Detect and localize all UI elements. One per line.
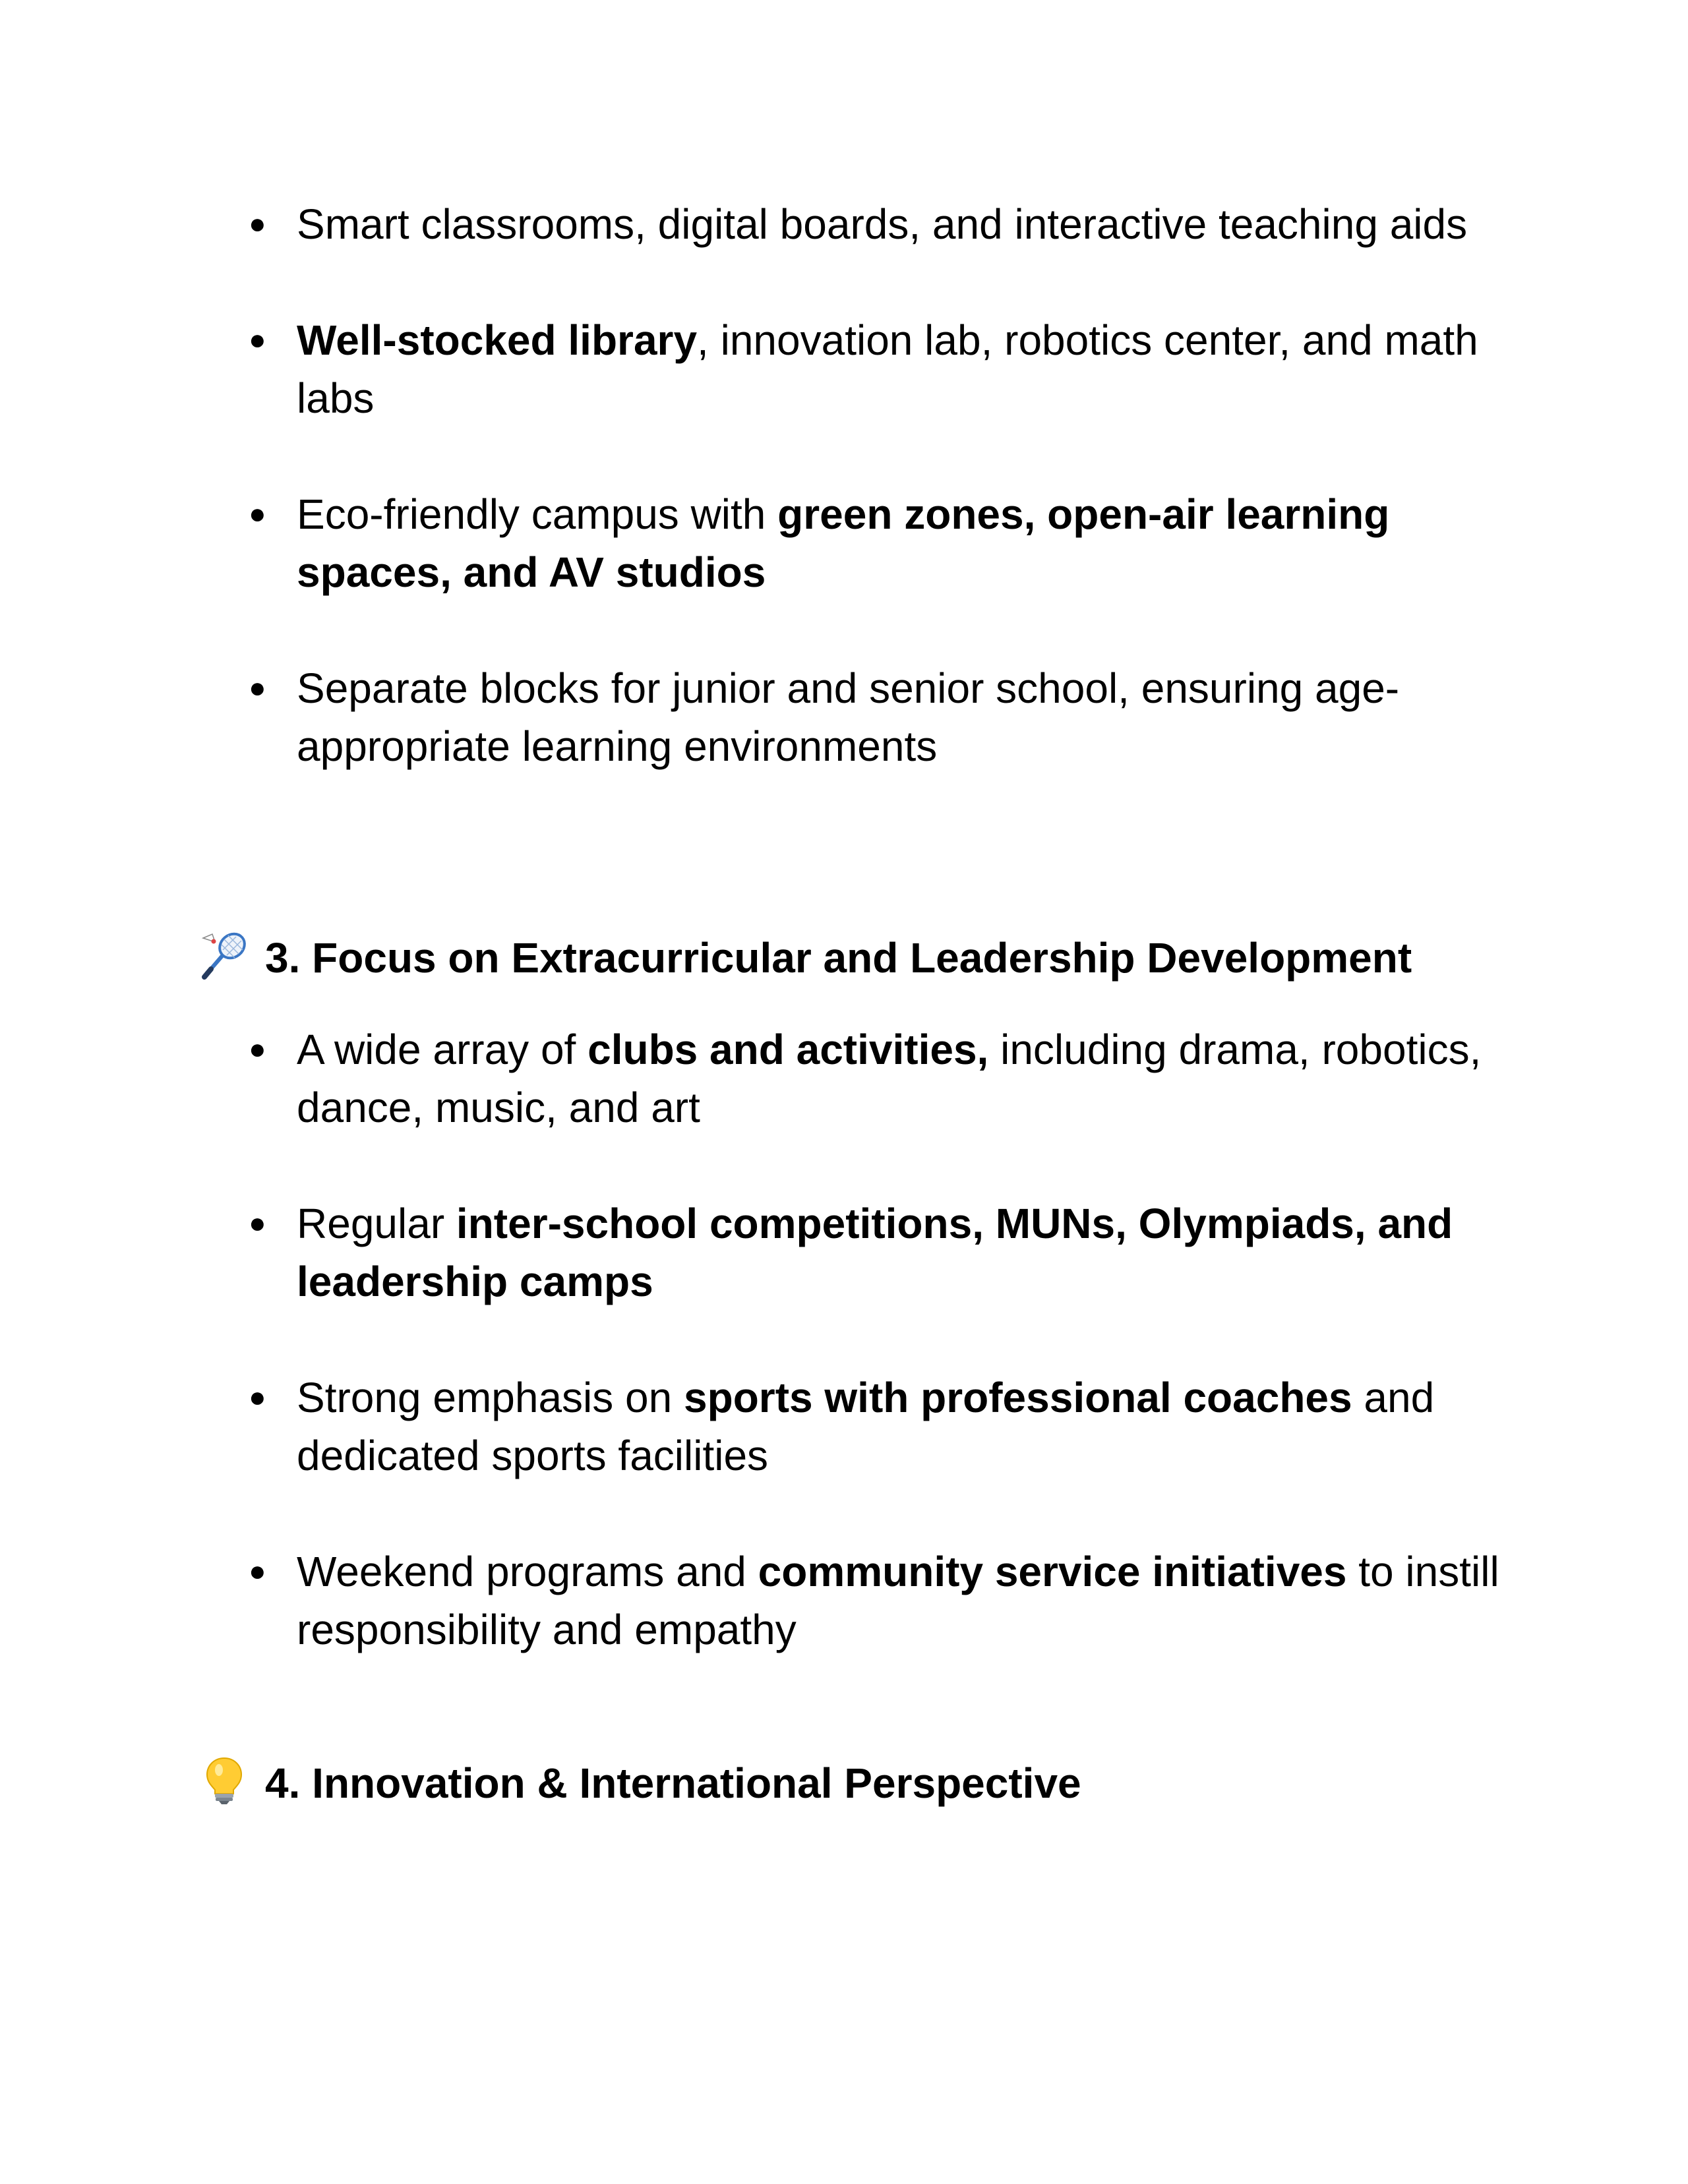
item-bold-text: clubs and activities, [588, 1026, 989, 1073]
extracurricular-list [0, 1020, 1688, 1659]
bullet: ● [249, 1033, 266, 1065]
item-text-tail: and dedicated sports facilities [297, 1374, 1435, 1479]
item-bold-text: inter-school competitions, MUNs, Olympiads, and leadership camps [297, 1200, 1453, 1305]
item-bold-text: Well-stocked library [297, 316, 698, 364]
item-bold-text: community service initiatives [758, 1548, 1347, 1595]
item-text-tail: including drama, robotics, dance, music, and art [297, 1026, 1482, 1131]
item-text: Separate blocks for junior and senior school, ensuring age-appropriate learning environments [297, 664, 1400, 770]
item-text: Eco-friendly campus with [297, 490, 778, 538]
item-bold-text: green zones, open-air learning spaces, and AV studios [297, 490, 1390, 596]
facilities-list [0, 195, 1688, 775]
list-item [0, 311, 1503, 427]
list-item [0, 1195, 1503, 1311]
list-item [0, 1543, 1503, 1659]
bullet: ● [249, 1207, 266, 1239]
section-title: 4. Innovation & International Perspective [265, 1759, 1081, 1807]
item-text-tail: to instill responsibility and empathy [297, 1548, 1499, 1653]
badminton-icon [198, 929, 251, 982]
bullet: ● [249, 672, 266, 704]
section-title: 3. Focus on Extracurricular and Leadership Development [265, 934, 1412, 982]
item-text: Regular [297, 1200, 456, 1247]
list-item [0, 1369, 1503, 1485]
bullet: ● [249, 1381, 266, 1413]
list-item [0, 195, 1503, 253]
list-item [0, 1020, 1503, 1136]
item-text: Smart classrooms, digital boards, and interactive teaching aids [297, 200, 1468, 248]
item-text: Weekend programs and [297, 1548, 758, 1595]
bullet: ● [249, 324, 266, 356]
list-item [0, 485, 1503, 601]
item-text-tail: , innovation lab, robotics center, and math labs [297, 316, 1478, 422]
section-heading-extracurricular [198, 928, 1412, 988]
light-bulb-icon [198, 1754, 251, 1807]
bullet: ● [249, 1555, 266, 1587]
item-bold-text: sports with professional coaches [684, 1374, 1352, 1421]
item-text: A wide array of [297, 1026, 588, 1073]
section-heading-innovation [198, 1754, 1081, 1813]
bullet: ● [249, 498, 266, 530]
item-text: Strong emphasis on [297, 1374, 684, 1421]
list-item [0, 659, 1503, 775]
bullet: ● [249, 208, 266, 240]
